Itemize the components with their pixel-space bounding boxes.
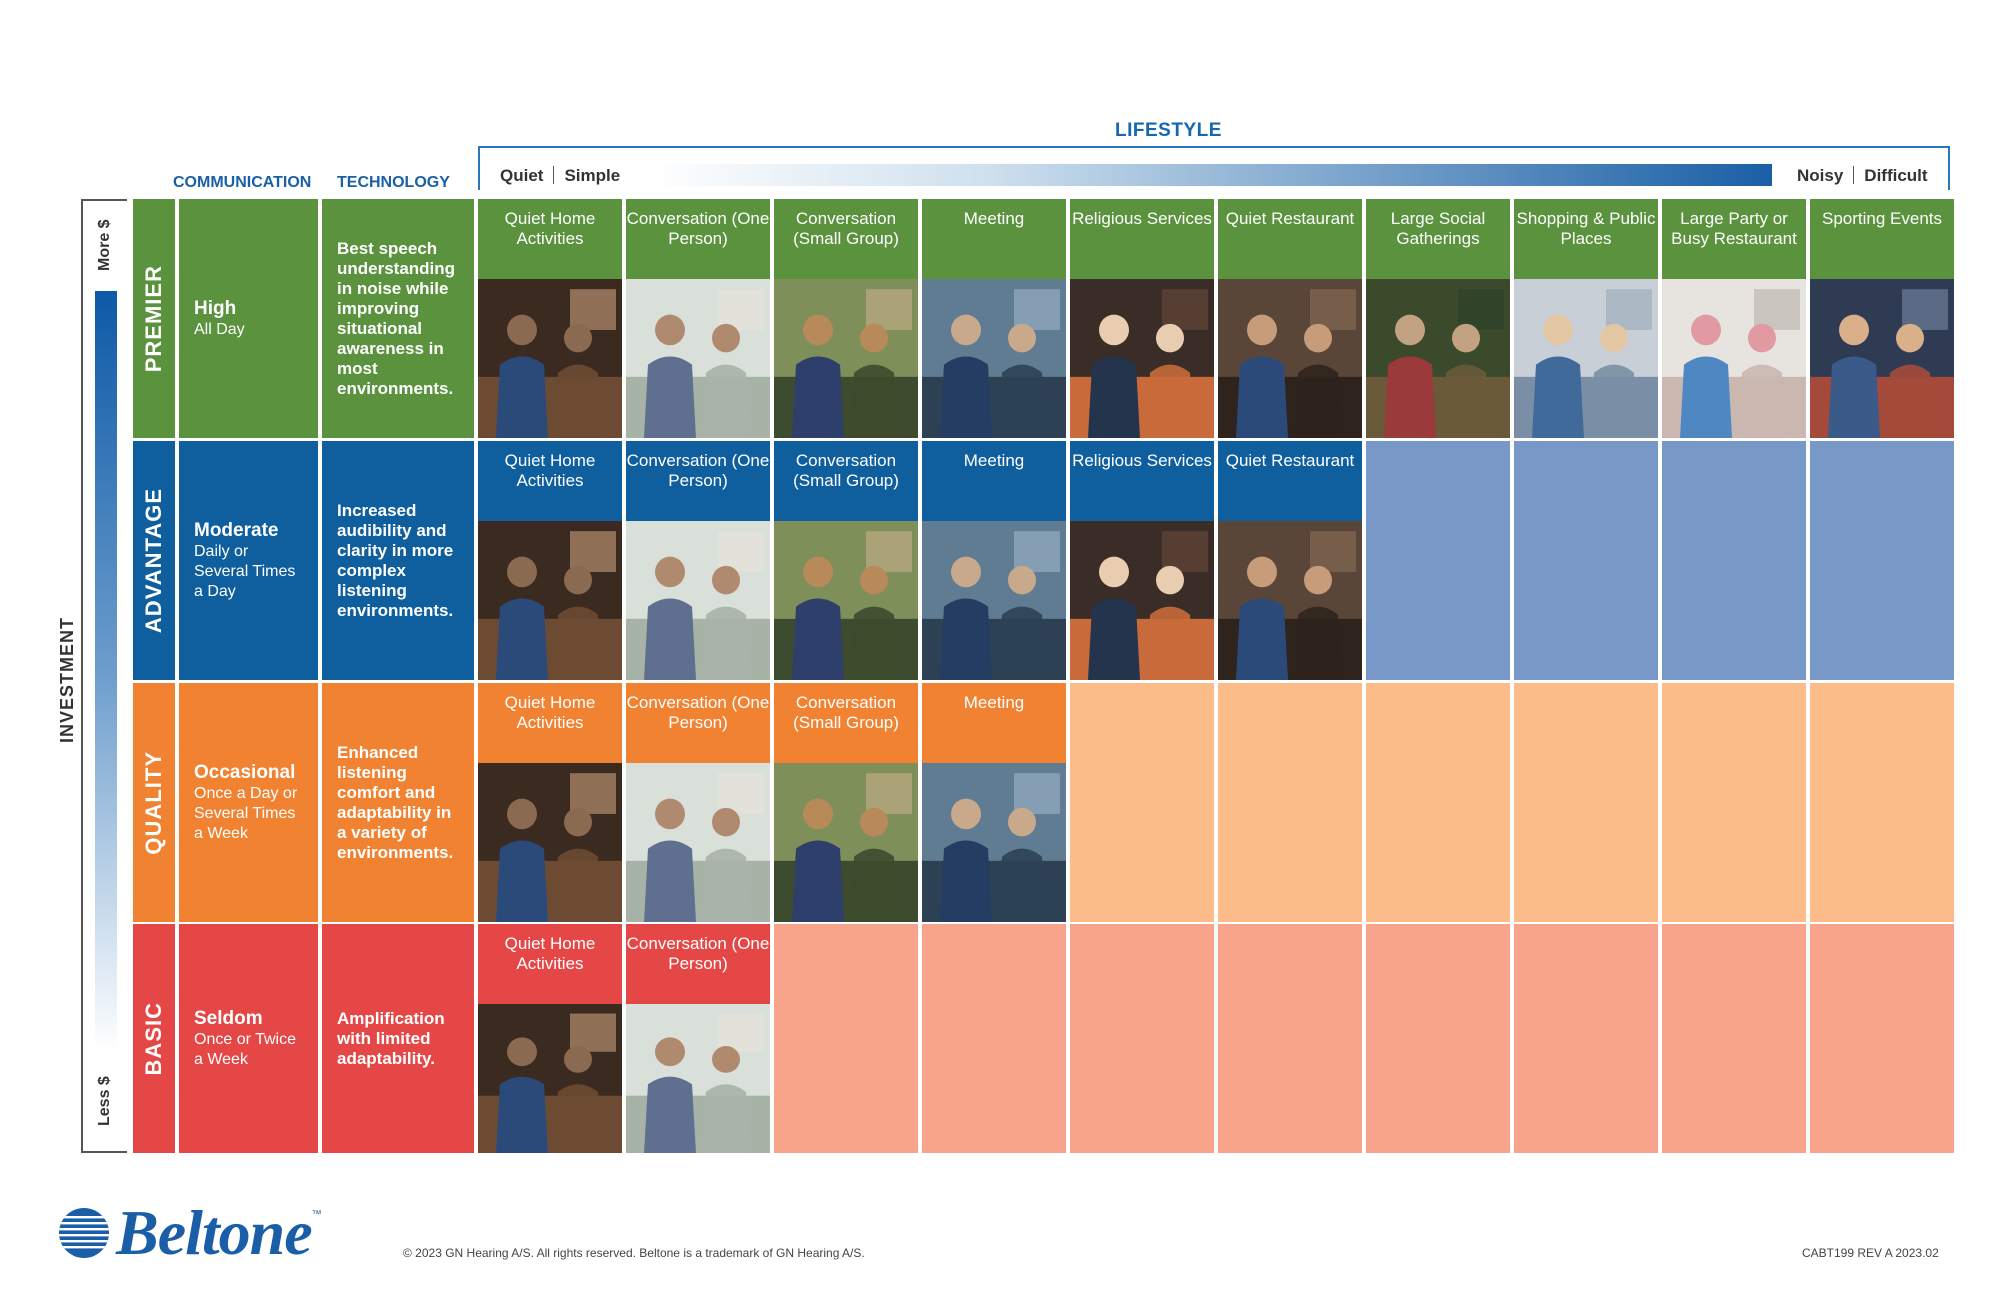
empty-activity-cell xyxy=(1366,441,1510,680)
empty-activity-cell xyxy=(1218,683,1362,922)
copyright-text: © 2023 GN Hearing A/S. All rights reserved. Beltone is a trademark of GN Hearing A/S. xyxy=(403,1246,865,1260)
communication-cell-advantage xyxy=(179,441,318,680)
technology-cell-basic xyxy=(322,924,474,1153)
communication-cell-basic xyxy=(179,924,318,1153)
lifestyle-title: LIFESTYLE xyxy=(1115,120,1222,141)
activity-photo xyxy=(774,521,918,680)
trademark-symbol: ™ xyxy=(311,1209,322,1220)
activity-header: Conversation (Small Group) xyxy=(774,199,918,279)
activity-header: Religious Services xyxy=(1070,441,1214,521)
activity-header: Quiet Home Activities xyxy=(478,441,622,521)
activity-header: Conversation (One Person) xyxy=(626,683,770,763)
beltone-wordmark: Beltone xyxy=(116,1197,312,1268)
communication-level: Occasional xyxy=(194,761,296,783)
tier-label-premier xyxy=(133,199,175,438)
empty-activity-cell xyxy=(1662,924,1806,1153)
empty-activity-cell xyxy=(1662,683,1806,922)
tier-label-advantage xyxy=(133,441,175,680)
empty-activity-cell xyxy=(1810,683,1954,922)
empty-activity-cell xyxy=(774,924,918,1153)
communication-column-label: COMMUNICATION xyxy=(173,174,312,191)
document-code: CABT199 REV A 2023.02 xyxy=(1802,1246,1939,1260)
noisy-label: Noisy xyxy=(1797,166,1844,185)
empty-activity-cell xyxy=(922,924,1066,1153)
communication-cell-premier xyxy=(179,199,318,438)
technology-description: Enhanced listening comfort and adaptability in a variety of environments. xyxy=(337,742,454,862)
activity-photo xyxy=(1366,279,1510,438)
activity-header: Quiet Restaurant xyxy=(1218,199,1362,279)
activity-photo xyxy=(922,763,1066,922)
technology-column-label: TECHNOLOGY xyxy=(337,174,450,191)
activity-header: Large Social Gatherings xyxy=(1366,199,1510,279)
activity-header: Conversation (One Person) xyxy=(626,924,770,1004)
tier-name: ADVANTAGE xyxy=(141,487,166,634)
activity-photo xyxy=(1514,279,1658,438)
activity-photo xyxy=(478,279,622,438)
tier-name: PREMIER xyxy=(141,264,166,373)
tier-name: QUALITY xyxy=(141,750,166,855)
activity-header: Meeting xyxy=(922,199,1066,279)
empty-activity-cell xyxy=(1366,924,1510,1153)
tier-label-basic xyxy=(133,924,175,1153)
communication-level: Seldom xyxy=(194,1007,263,1029)
activity-photo xyxy=(922,279,1066,438)
activity-header: Conversation (Small Group) xyxy=(774,683,918,763)
activity-header: Religious Services xyxy=(1070,199,1214,279)
activity-photo xyxy=(1218,521,1362,680)
activity-photo xyxy=(774,279,918,438)
communication-frequency: Once or Twice a Week xyxy=(194,1030,296,1068)
tier-label-quality xyxy=(133,683,175,922)
activity-photo xyxy=(626,763,770,922)
activity-header: Conversation (One Person) xyxy=(626,199,770,279)
less-money-label: Less $ xyxy=(96,1076,113,1126)
technology-cell-quality xyxy=(322,683,474,922)
empty-activity-cell xyxy=(1070,924,1214,1153)
simple-label: Simple xyxy=(564,166,621,185)
communication-frequency: Once a Day or Several Times a Week xyxy=(194,784,298,842)
activity-photo xyxy=(774,763,918,922)
empty-activity-cell xyxy=(1218,924,1362,1153)
empty-activity-cell xyxy=(1810,441,1954,680)
activity-photo xyxy=(478,763,622,922)
technology-description: Best speech understanding in noise while improving situational awareness in most environments. xyxy=(337,238,456,398)
communication-cell-quality xyxy=(179,683,318,922)
communication-frequency: Daily or Several Times a Day xyxy=(194,542,296,600)
technology-cell-premier xyxy=(322,199,474,438)
activity-header: Quiet Home Activities xyxy=(478,924,622,1004)
noisy-difficult-label xyxy=(1797,166,1928,186)
empty-activity-cell xyxy=(1514,683,1658,922)
more-money-label: More $ xyxy=(96,219,113,271)
lifestyle-gradient-bar xyxy=(648,164,1772,186)
empty-activity-cell xyxy=(1514,924,1658,1153)
activity-header: Conversation (Small Group) xyxy=(774,441,918,521)
activity-photo xyxy=(626,279,770,438)
communication-frequency: All Day xyxy=(194,320,245,338)
quiet-label: Quiet xyxy=(500,166,544,185)
activity-photo xyxy=(1070,521,1214,680)
empty-activity-cell xyxy=(1366,683,1510,922)
activity-photo xyxy=(478,1004,622,1153)
activity-header: Quiet Home Activities xyxy=(478,683,622,763)
activity-header: Shopping & Public Places xyxy=(1514,199,1658,279)
technology-cell-advantage xyxy=(322,441,474,680)
tier-name: BASIC xyxy=(141,1001,166,1076)
investment-title: INVESTMENT xyxy=(57,617,77,744)
beltone-logo xyxy=(58,1197,322,1268)
activity-header: Conversation (One Person) xyxy=(626,441,770,521)
empty-activity-cell xyxy=(1514,441,1658,680)
activity-photo xyxy=(626,1004,770,1153)
empty-activity-cell xyxy=(1070,683,1214,922)
activity-header: Meeting xyxy=(922,441,1066,521)
beltone-globe-icon xyxy=(58,1207,110,1259)
activity-header: Quiet Home Activities xyxy=(478,199,622,279)
quiet-simple-label xyxy=(500,166,620,186)
communication-level: High xyxy=(194,297,237,319)
activity-photo xyxy=(1218,279,1362,438)
activity-header: Sporting Events xyxy=(1810,199,1954,279)
activity-photo xyxy=(478,521,622,680)
investment-gradient-bar xyxy=(95,291,117,1053)
activity-photo xyxy=(922,521,1066,680)
activity-photo xyxy=(1662,279,1806,438)
activity-header: Quiet Restaurant xyxy=(1218,441,1362,521)
activity-photo xyxy=(1810,279,1954,438)
empty-activity-cell xyxy=(1810,924,1954,1153)
activity-header: Large Party or Busy Restaurant xyxy=(1662,199,1806,279)
activity-photo xyxy=(626,521,770,680)
technology-description: Amplification with limited adaptability. xyxy=(337,1008,445,1068)
communication-level: Moderate xyxy=(194,519,279,541)
difficult-label: Difficult xyxy=(1864,166,1928,185)
activity-header: Meeting xyxy=(922,683,1066,763)
empty-activity-cell xyxy=(1662,441,1806,680)
technology-description: Increased audibility and clarity in more complex listening environments. xyxy=(337,500,454,620)
activity-photo xyxy=(1070,279,1214,438)
